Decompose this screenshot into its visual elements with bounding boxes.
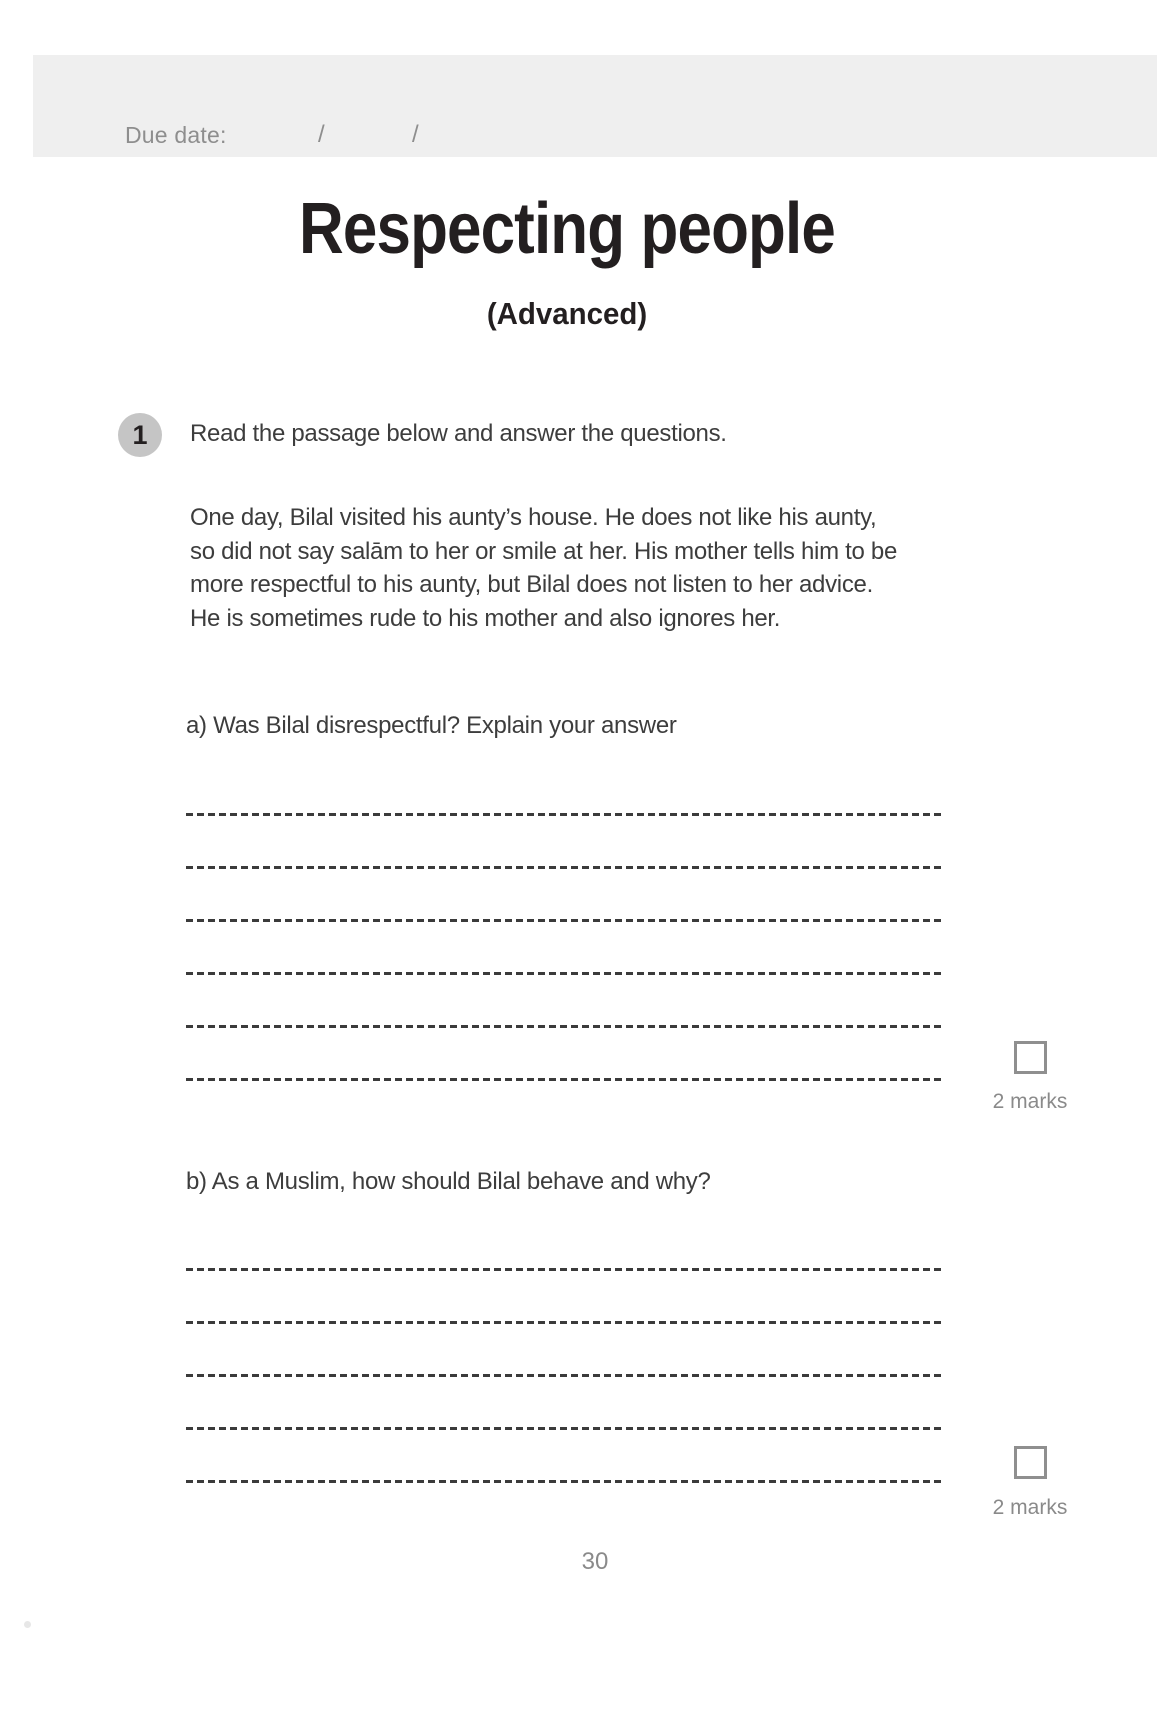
answer-dashed-line xyxy=(186,1025,943,1028)
question-part-b-label: b) As a Muslim, how should Bilal behave and why? xyxy=(186,1168,711,1195)
question-instruction: Read the passage below and answer the questions. xyxy=(190,420,727,447)
page-subtitle: (Advanced) xyxy=(486,296,648,331)
answer-dashed-line xyxy=(186,1321,943,1324)
answer-lines-part-a xyxy=(186,813,943,1081)
answer-dashed-line xyxy=(186,866,943,869)
print-artifact-dot xyxy=(24,1621,31,1628)
passage-line: more respectful to his aunty, but Bilal does not listen to her advice. xyxy=(190,571,873,598)
page-number: 30 xyxy=(581,1548,609,1575)
due-date-label: Due date: xyxy=(125,122,227,148)
due-date-separator-1: / xyxy=(318,121,325,148)
answer-dashed-line xyxy=(186,1374,943,1377)
answer-dashed-line xyxy=(186,1268,943,1271)
answer-dashed-line xyxy=(186,1427,943,1430)
marks-box-part-a xyxy=(1014,1041,1047,1074)
question-number-badge xyxy=(118,413,162,457)
page-title: Respecting people xyxy=(299,189,835,269)
question-number: 1 xyxy=(132,419,148,450)
question-part-a-label: a) Was Bilal disrespectful? Explain your answer xyxy=(186,712,677,739)
answer-lines-part-b xyxy=(186,1268,943,1483)
marks-box-part-b xyxy=(1014,1446,1047,1479)
answer-dashed-line xyxy=(186,813,943,816)
passage-line: so did not say salām to her or smile at her. His mother tells him to be xyxy=(190,537,898,565)
answer-dashed-line xyxy=(186,1078,943,1081)
marks-label-part-b: 2 marks xyxy=(992,1496,1068,1519)
reading-passage xyxy=(190,501,897,635)
answer-dashed-line xyxy=(186,1480,943,1483)
marks-label-part-a: 2 marks xyxy=(992,1090,1068,1113)
answer-dashed-line xyxy=(186,972,943,975)
answer-dashed-line xyxy=(186,919,943,922)
passage-line: One day, Bilal visited his aunty’s house. He does not like his aunty, xyxy=(190,504,877,531)
due-date-separator-2: / xyxy=(412,121,419,148)
passage-line: He is sometimes rude to his mother and also ignores her. xyxy=(190,604,781,632)
due-date-band xyxy=(33,55,1157,157)
